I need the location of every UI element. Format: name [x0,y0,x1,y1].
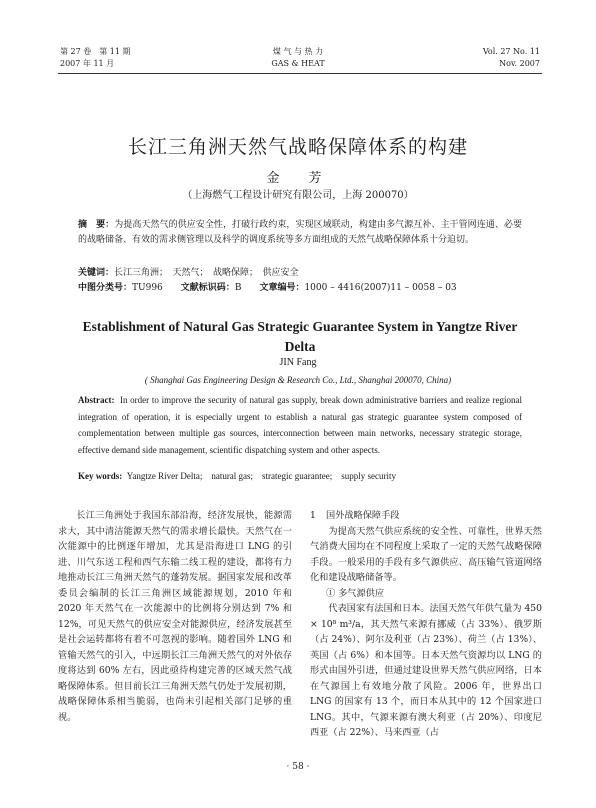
intro-paragraph: 长江三角洲处于我国东部沿海，经济发展快，能源需求大，其中清洁能源天然气的需求增长最快。天然气在一次能源中的比例逐年增加，尤其是沿海进口 LNG 的引进、川气东送工程和西气东输二线工程的建设，都将有力地推动长江三角洲天然气的蓬勃发展。据国家发展和改革委员会编制的长江三角洲区域能源规划，2010 年和 2020 年天然气在一次能源中的比例将分别达到 7% 和 12%，可见天然气的供应安全对能源供应，经济发展甚至是社会运转都将有着不可忽视的影响。随着国外 LNG 和管输天然气的引入，中远期长江三角洲天然气的对外依存度将达到 60% 左右，因此亟待构建完善的区域天然气战略保障体系。但目前长江三角洲天然气仍处于发展初期，战略保障体系相当脆弱，也尚未引起相关部门足够的重视。 [58,510,292,723]
issue-date-en: Nov. 2007 [499,59,540,68]
keywords-cn-label: 关键词： [78,268,115,278]
keywords-en-text: Yangtze River Delta; natural gas; strategic guarantee; supply security [126,471,397,481]
page-number: · 58 · [286,762,310,772]
abstract-cn [78,218,522,248]
classification-line [78,281,522,296]
abstract-cn-text: 为提高天然气的供应安全性，打破行政约束，实现区域联动，构建由多气源互补、主干管网连通、必要的战略储备、有效的需求侧管理以及科学的调度系统等多方面组成的天然气战略保障体系十分迫切。 [78,220,522,245]
section-heading [310,508,542,524]
article-title-en: Establishment of Natural Gas Strategic Guarantee System in Yangtze River Delta [82,319,518,354]
keywords-en [78,469,522,484]
running-header-right [483,46,540,70]
section-number: 1 [310,510,316,521]
article-no-label: 文章编号： [259,283,305,293]
subsection-number: ① [326,587,336,599]
body-column-right [310,508,542,741]
header-rule [58,73,542,74]
author-en: JIN Fang [279,357,317,368]
abstract-en-label: Abstract: [78,395,115,405]
journal-name-cn: 煤 气 与 热 力 [272,47,324,56]
body-column-left [58,508,292,725]
author-cn: 金 芳 [266,171,330,186]
issue-date: 2007 年 11 月 [60,59,115,68]
affiliation-cn: （上海燃气工程设计研究有限公司，上海 200070） [182,190,414,201]
keywords-cn [78,266,522,281]
affiliation-en: ( Shanghai Gas Engineering Design & Research Co., Ltd., Shanghai 200070, China) [144,375,452,385]
keywords-cn-text: 长江三角洲； 天然气； 战略保障； 供应安全 [114,268,299,278]
subsection-title: 多气源供应 [338,587,385,599]
clc-label: 中图分类号： [78,283,133,293]
doc-code-value: B [234,283,242,293]
volume-issue-en: Vol. 27 No. 11 [482,47,540,56]
subsection-paragraph: 代表国家有法国和日本。法国天然气年供气量为 450 × 10⁸ m³/a，其天然气来源有挪威（占 33%）、俄罗斯（占 24%）、阿尔及利亚（占 23%）、荷兰（占 13%）、英国（占 6%）和本国等。日本天然气资源均以 LNG 的形式由国外引进，但通过建设世界天然气供应网络，日本在气源国上有效地分散了风险。2006 年，世界出口 LNG 的国家有 13 个，而日本从其中的 12 个国家进口 LNG。其中，气源来源有澳大利亚（占 20%）、印度尼西亚（占 22%）、马来西亚（占 [310,603,542,738]
doc-code-label: 文献标识码： [180,283,235,293]
abstract-en [78,392,522,458]
section-title: 国外战略保障手段 [326,510,400,521]
subsection-heading [310,586,542,602]
keywords-en-label: Key words: [78,471,123,481]
article-no-value: 1000 – 4416(2007)11 – 0058 – 03 [304,283,457,293]
abstract-cn-label: 摘 要： [78,220,115,230]
journal-name-en: GAS & HEAT [271,59,325,68]
volume-issue: 第 27 卷 第 11 期 [60,47,131,56]
article-title-cn: 长江三角洲天然气战略保障体系的构建 [127,136,468,158]
clc-value: TU996 [132,283,163,293]
section-paragraph: 为提高天然气供应系统的安全性、可靠性，世界天然气消费大国均在不同程度上采取了一定的天然气战略保障手段。一般采用的手段有多气源供应、高压输气管道网络化和建设战略储备等。 [310,525,542,583]
abstract-en-text: In order to improve the security of natural gas supply, break down administrative barriers and realize regional integration of operation, it is especially urgent to establish a natural gas strategic guarantee system composed of complementation between multiple gas sources, interconnection between main networks, necessary strategic storage, effective demand side management, scientific dispatching system and other aspects. [78,395,523,455]
